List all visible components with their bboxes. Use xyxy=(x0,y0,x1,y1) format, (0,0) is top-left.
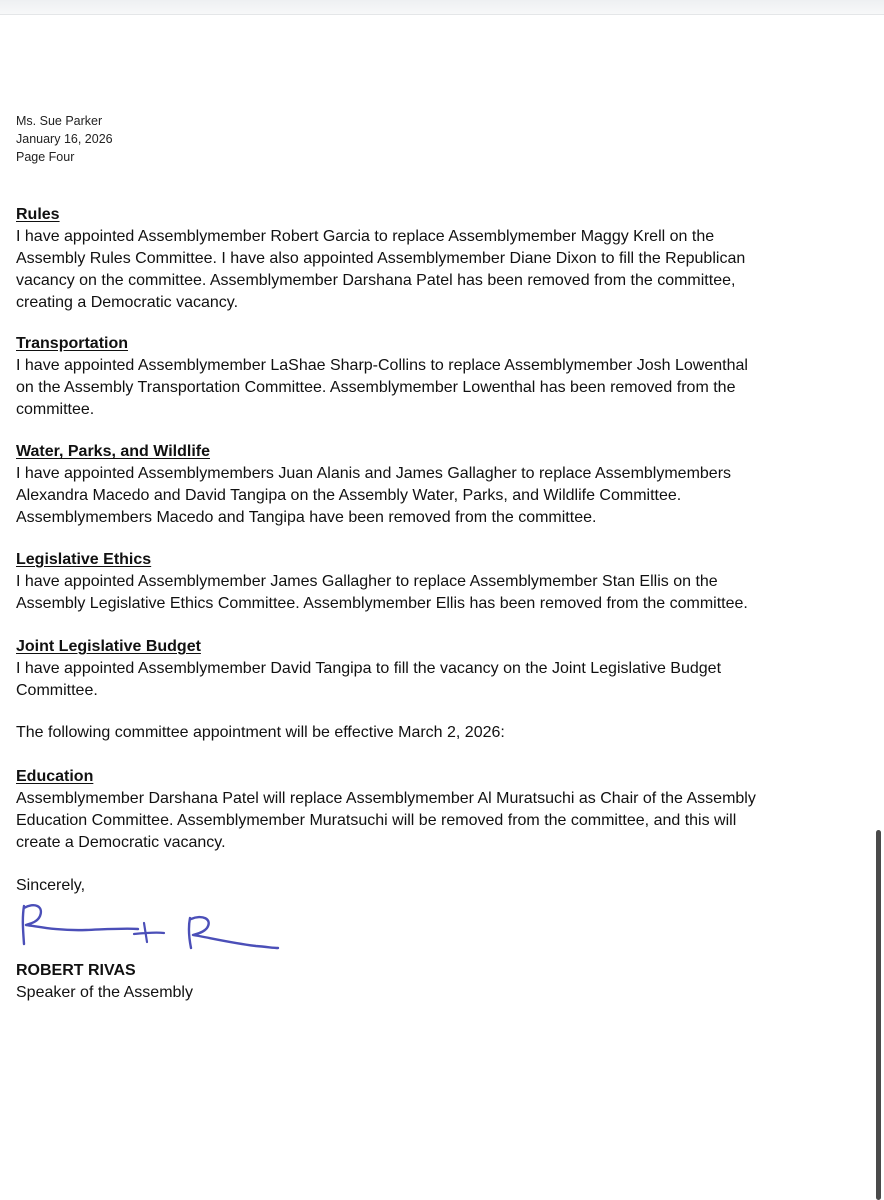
section-line: on the Assembly Transportation Committee. Assemblymember Lowenthal has been removed from the xyxy=(16,379,736,396)
section-heading: Joint Legislative Budget xyxy=(16,638,201,655)
section-line: committee. xyxy=(16,401,95,418)
closing xyxy=(16,875,85,897)
section-legislative-ethics xyxy=(16,549,748,615)
section-line: I have appointed Assemblymember Robert Garcia to replace Assemblymember Maggy Krell on the xyxy=(16,228,715,245)
effective-notice xyxy=(16,722,505,744)
section-line: Education Committee. Assemblymember Muratsuchi will be removed from the committee, and this will xyxy=(16,812,737,829)
signer-name: ROBERT RIVAS xyxy=(16,962,136,979)
section-heading: Rules xyxy=(16,206,60,223)
section-heading: Legislative Ethics xyxy=(16,551,152,568)
section-line: create a Democratic vacancy. xyxy=(16,834,226,851)
signer-block xyxy=(16,960,193,1004)
section-line: I have appointed Assemblymember James Gallagher to replace Assemblymember Stan Ellis on the xyxy=(16,573,718,590)
section-line: Alexandra Macedo and David Tangipa on the Assembly Water, Parks, and Wildlife Committee. xyxy=(16,487,682,504)
section-line: Committee. xyxy=(16,682,98,699)
section-line: vacancy on the committee. Assemblymember Darshana Patel has been removed from the committee, xyxy=(16,272,736,289)
section-heading: Water, Parks, and Wildlife xyxy=(16,443,210,460)
section-line: Assembly Rules Committee. I have also appointed Assemblymember Diane Dixon to fill the Republican xyxy=(16,250,746,267)
section-line: I have appointed Assemblymembers Juan Alanis and James Gallagher to replace Assemblymembers xyxy=(16,465,732,482)
section-joint-legislative-budget xyxy=(16,636,721,702)
section-transportation xyxy=(16,333,748,421)
closing-text: Sincerely, xyxy=(16,877,86,894)
letter-header xyxy=(16,112,876,166)
effective-notice-text: The following committee appointment will be effective March 2, 2026: xyxy=(16,724,505,741)
viewer-top-bar xyxy=(0,0,884,15)
section-line: I have appointed Assemblymember LaShae Sharp-Collins to replace Assemblymember Josh Lowenthal xyxy=(16,357,748,374)
letter-page xyxy=(16,112,876,1001)
section-line: Assemblymembers Macedo and Tangipa have been removed from the committee. xyxy=(16,509,597,526)
section-heading: Transportation xyxy=(16,335,129,352)
section-line: Assemblymember Darshana Patel will replace Assemblymember Al Muratsuchi as Chair of the Assembly xyxy=(16,790,756,807)
letter-date: January 16, 2026 xyxy=(16,132,113,146)
section-rules xyxy=(16,204,745,314)
section-line: I have appointed Assemblymember David Tangipa to fill the vacancy on the Joint Legislative Budget xyxy=(16,660,722,677)
vertical-scrollbar[interactable] xyxy=(876,830,881,1200)
section-line: creating a Democratic vacancy. xyxy=(16,294,239,311)
signer-title: Speaker of the Assembly xyxy=(16,984,193,1001)
section-water-parks-wildlife xyxy=(16,441,731,529)
page-number: Page Four xyxy=(16,150,75,164)
section-heading: Education xyxy=(16,768,94,785)
recipient-name: Ms. Sue Parker xyxy=(16,114,103,128)
section-education xyxy=(16,766,756,854)
section-line: Assembly Legislative Ethics Committee. Assemblymember Ellis has been removed from the committee. xyxy=(16,595,748,612)
